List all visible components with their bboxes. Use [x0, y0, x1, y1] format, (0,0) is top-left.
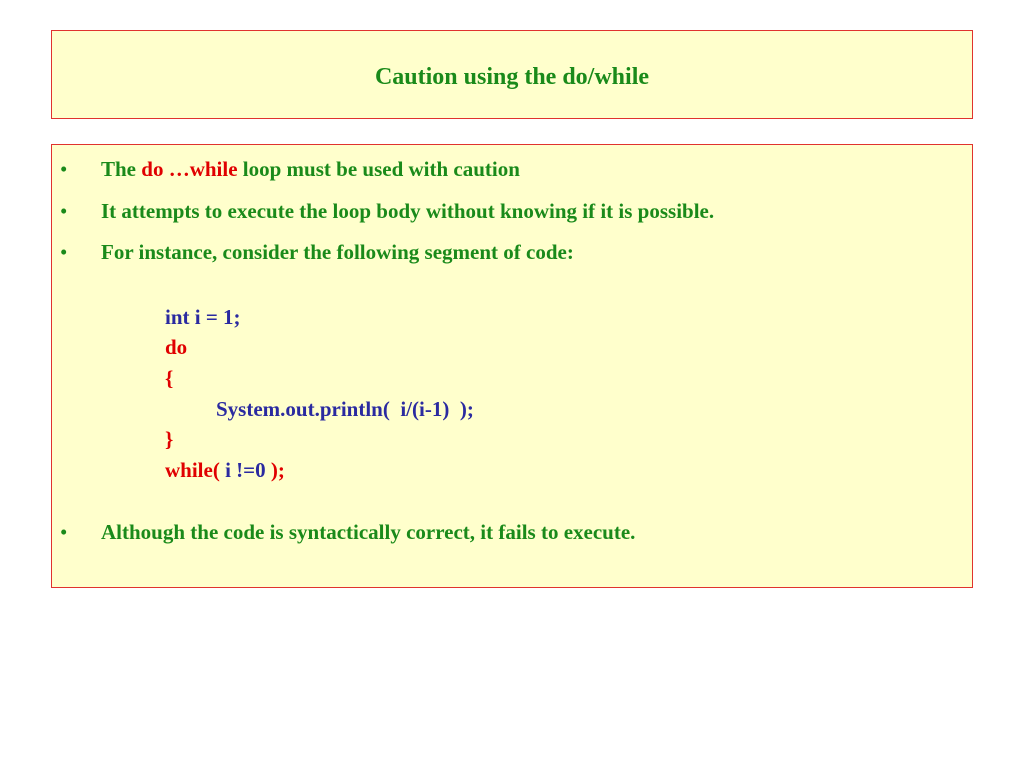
- bullet-marker: •: [60, 157, 68, 181]
- keyword-while: while: [189, 157, 238, 181]
- bullet-marker: •: [60, 240, 68, 264]
- code-line-println: System.out.println( i/(i-1) );: [216, 397, 474, 421]
- bullet-item-for-instance: [52, 238, 972, 266]
- content-box: [51, 144, 973, 588]
- bullet-item-caution: [52, 155, 972, 183]
- bullet-marker: •: [60, 520, 68, 544]
- code-while-keyword: while(: [165, 458, 220, 482]
- code-line-close-brace: }: [165, 427, 174, 451]
- bullet-text-pre: The: [101, 157, 142, 181]
- code-while-end: );: [270, 458, 285, 482]
- code-line-open-brace: {: [165, 366, 174, 390]
- code-line-while: [165, 456, 285, 484]
- title-box: [51, 30, 973, 119]
- bullet-text: For instance, consider the following segment of code:: [101, 240, 574, 264]
- slide-title: Caution using the do/while: [374, 64, 650, 90]
- bullet-text: [101, 155, 520, 183]
- bullet-text: Although the code is syntactically correct, it fails to execute.: [101, 520, 636, 544]
- bullet-marker: •: [60, 199, 68, 223]
- code-while-condition: i !=0: [219, 458, 271, 482]
- bullet-text-post: loop must be used with caution: [237, 157, 520, 181]
- bullet-text: It attempts to execute the loop body without knowing if it is possible.: [101, 199, 715, 223]
- bullet-item-although: [52, 518, 972, 546]
- ellipsis: …: [163, 157, 190, 181]
- code-line-do: do: [165, 335, 188, 359]
- code-line-int: int i = 1;: [165, 305, 241, 329]
- bullet-item-attempts: [52, 197, 972, 225]
- keyword-do: do: [141, 157, 164, 181]
